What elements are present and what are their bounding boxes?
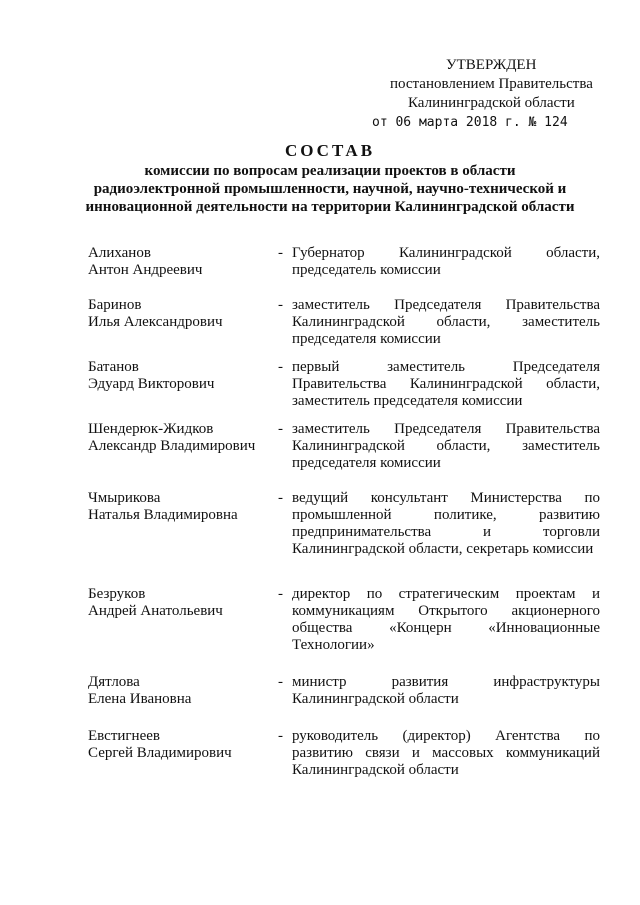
member-role: руководитель (директор) Агентства по развитию связи и массовых коммуникаций Калининградской области — [292, 728, 600, 778]
member-name — [88, 586, 278, 620]
member-name — [88, 359, 278, 393]
member-name — [88, 674, 278, 708]
member-surname: Дятлова — [88, 674, 140, 690]
member-given-name: Антон Андреевич — [88, 262, 203, 278]
dash-separator: - — [278, 674, 283, 690]
dash-separator: - — [278, 297, 283, 313]
member-name — [88, 490, 278, 524]
member-given-name: Илья Александрович — [88, 314, 223, 330]
dash-separator: - — [278, 728, 283, 744]
dash-separator: - — [278, 586, 283, 602]
member-surname: Баринов — [88, 297, 142, 313]
list-item — [88, 586, 600, 674]
member-name — [88, 245, 278, 279]
list-item — [88, 245, 600, 297]
member-given-name: Наталья Владимировна — [88, 507, 238, 523]
member-surname: Шендерюк-Жидков — [88, 421, 214, 437]
member-role: Губернатор Калининградской области, председатель комиссии — [292, 245, 600, 278]
member-surname: Безруков — [88, 586, 146, 602]
member-role: директор по стратегическим проектам и коммуникациям Открытого акционерного общества «Концерн «Инновационные Технологии» — [292, 586, 600, 653]
member-given-name: Андрей Анатольевич — [88, 603, 223, 619]
dash-separator: - — [278, 245, 283, 261]
dash-separator: - — [278, 490, 283, 506]
member-role: министр развития инфраструктуры Калининградской области — [292, 674, 600, 707]
member-surname: Алиханов — [88, 245, 151, 261]
member-given-name: Александр Владимирович — [88, 438, 256, 454]
member-name — [88, 728, 278, 762]
member-surname: Батанов — [88, 359, 139, 375]
dash-separator: - — [278, 359, 283, 375]
list-item — [88, 359, 600, 421]
member-given-name: Эдуард Викторович — [88, 376, 215, 392]
member-surname: Чмырикова — [88, 490, 161, 506]
member-surname: Евстигнеев — [88, 728, 160, 744]
title-main: СОСТАВ — [284, 141, 376, 160]
dash-separator: - — [278, 421, 283, 437]
member-given-name: Елена Ивановна — [88, 691, 192, 707]
list-item — [88, 421, 600, 490]
document-title — [80, 140, 580, 216]
member-name — [88, 297, 278, 331]
approval-heading: УТВЕРЖДЕН — [446, 57, 537, 73]
approval-region: Калининградской области — [408, 95, 575, 111]
approval-stamp — [360, 56, 610, 132]
list-item — [88, 297, 600, 359]
members-list — [88, 245, 600, 788]
member-role: первый заместитель Председателя Правительства Калининградской области, заместитель председателя комиссии — [292, 359, 600, 409]
approval-resolution: постановлением Правительства — [390, 76, 593, 92]
list-item — [88, 674, 600, 728]
member-role: заместитель Председателя Правительства Калининградской области, заместитель председателя комиссии — [292, 421, 600, 471]
list-item — [88, 490, 600, 586]
member-given-name: Сергей Владимирович — [88, 745, 232, 761]
approval-date-number: от 06 марта 2018 г. № 124 — [372, 115, 568, 130]
member-name — [88, 421, 278, 455]
member-role: ведущий консультант Министерства по промышленной политике, развитию предпринимательства и торговли Калининградской области, секретарь комиссии — [292, 490, 600, 557]
member-role: заместитель Председателя Правительства Калининградской области, заместитель председателя комиссии — [292, 297, 600, 347]
title-subtitle: комиссии по вопросам реализации проектов в области радиоэлектронной промышленности, научной, научно-технической и инновационной деятельности на территории Калининградской области — [85, 163, 575, 215]
list-item — [88, 728, 600, 788]
